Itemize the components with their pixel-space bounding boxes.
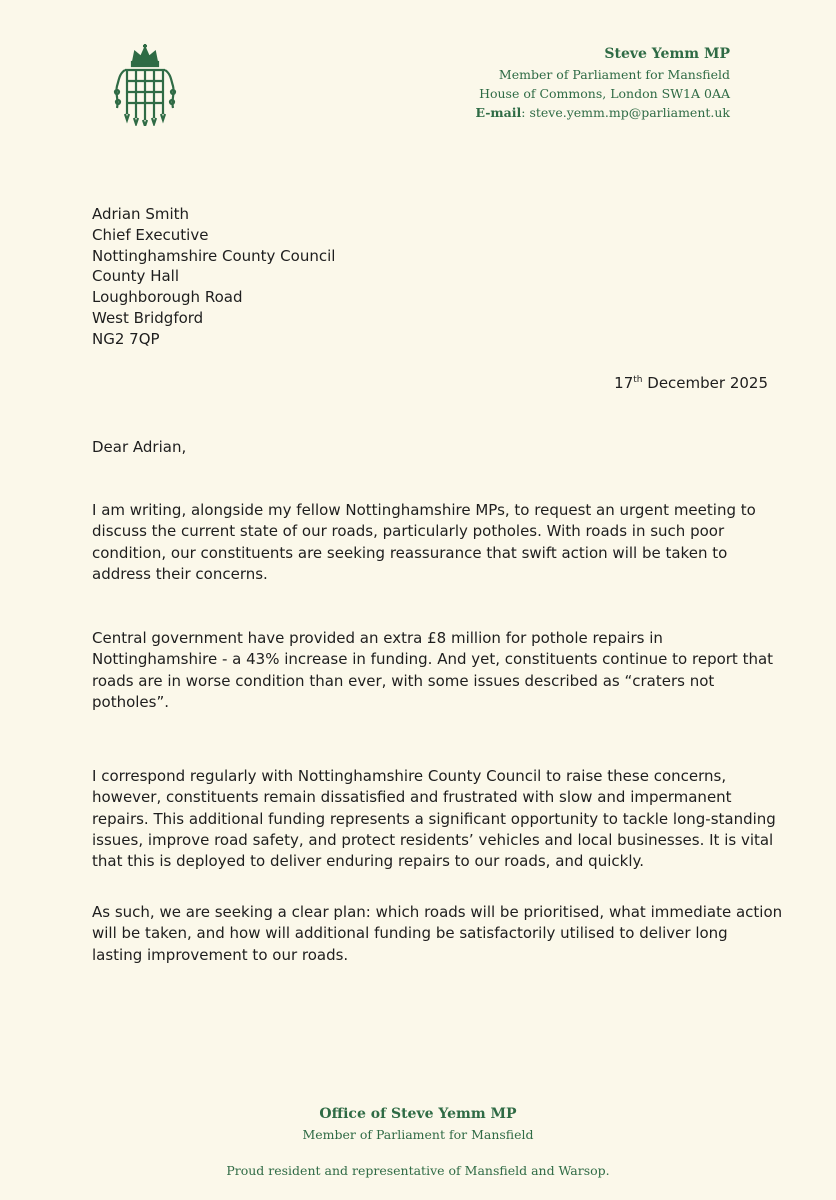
body-paragraph: I correspond regularly with Nottinghamshire County Council to raise these concerns, however, constituents remain dissatisfied and frustrated with slow and impermanent repairs. This additional funding represents a significant opportunity to tackle long-standing issues, improve road safety, and protect residents’ vehicles and local businesses. It is vital that this is deployed to deliver enduring repairs to our roads, and quickly. — [92, 767, 776, 871]
email-link[interactable]: steve.yemm.mp@parliament.uk — [529, 105, 730, 120]
recipient-postcode: NG2 7QP — [92, 329, 160, 348]
recipient-organisation: Nottinghamshire County Council — [92, 246, 336, 265]
mp-name: Steve Yemm MP — [604, 46, 730, 62]
date-suffix: th — [633, 375, 643, 385]
recipient-address-line: Loughborough Road — [92, 288, 243, 307]
portcullis-icon — [113, 44, 177, 126]
mp-role: Member of Parliament for Mansfield — [498, 67, 730, 82]
footer-member: Member of Parliament for Mansfield — [302, 1127, 534, 1142]
date-month-year: December 2025 — [647, 374, 768, 392]
recipient-name: Adrian Smith — [92, 205, 190, 223]
footer-tagline: Proud resident and representative of Mansfield and Warsop. — [226, 1163, 610, 1178]
mp-address: House of Commons, London SW1A 0AA — [479, 86, 730, 101]
recipient-title: Chief Executive — [92, 225, 209, 244]
footer-office: Office of Steve Yemm MP — [319, 1106, 517, 1122]
body-paragraph: I am writing, alongside my fellow Nottinghamshire MPs, to request an urgent meeting to discuss the current state of our roads, particularly potholes. With roads in such poor condition, our constituents are seeking reassurance that swift action will be taken to address their concerns. — [92, 501, 756, 583]
email-colon: : — [521, 105, 530, 120]
body-paragraph: As such, we are seeking a clear plan: which roads will be prioritised, what immediate action will be taken, and how will additional funding be satisfactorily utilised to deliver long lasting improvement to our roads. — [92, 903, 783, 964]
email-label: E-mail — [475, 105, 522, 120]
recipient-address-line: West Bridgford — [92, 308, 204, 327]
recipient-address — [92, 204, 335, 350]
body-paragraph: Central government have provided an extra £8 million for pothole repairs in Nottinghamshire - a 43% increase in funding. And yet, constituents continue to report that roads are in worse condition than ever, with some issues described as “craters not potholes”. — [92, 629, 774, 711]
recipient-address-line: County Hall — [92, 267, 179, 286]
mp-contact-block — [475, 44, 730, 122]
mp-email-line — [475, 103, 730, 122]
letter-date — [614, 374, 768, 392]
date-day: 17 — [614, 374, 634, 392]
salutation: Dear Adrian, — [92, 438, 187, 456]
